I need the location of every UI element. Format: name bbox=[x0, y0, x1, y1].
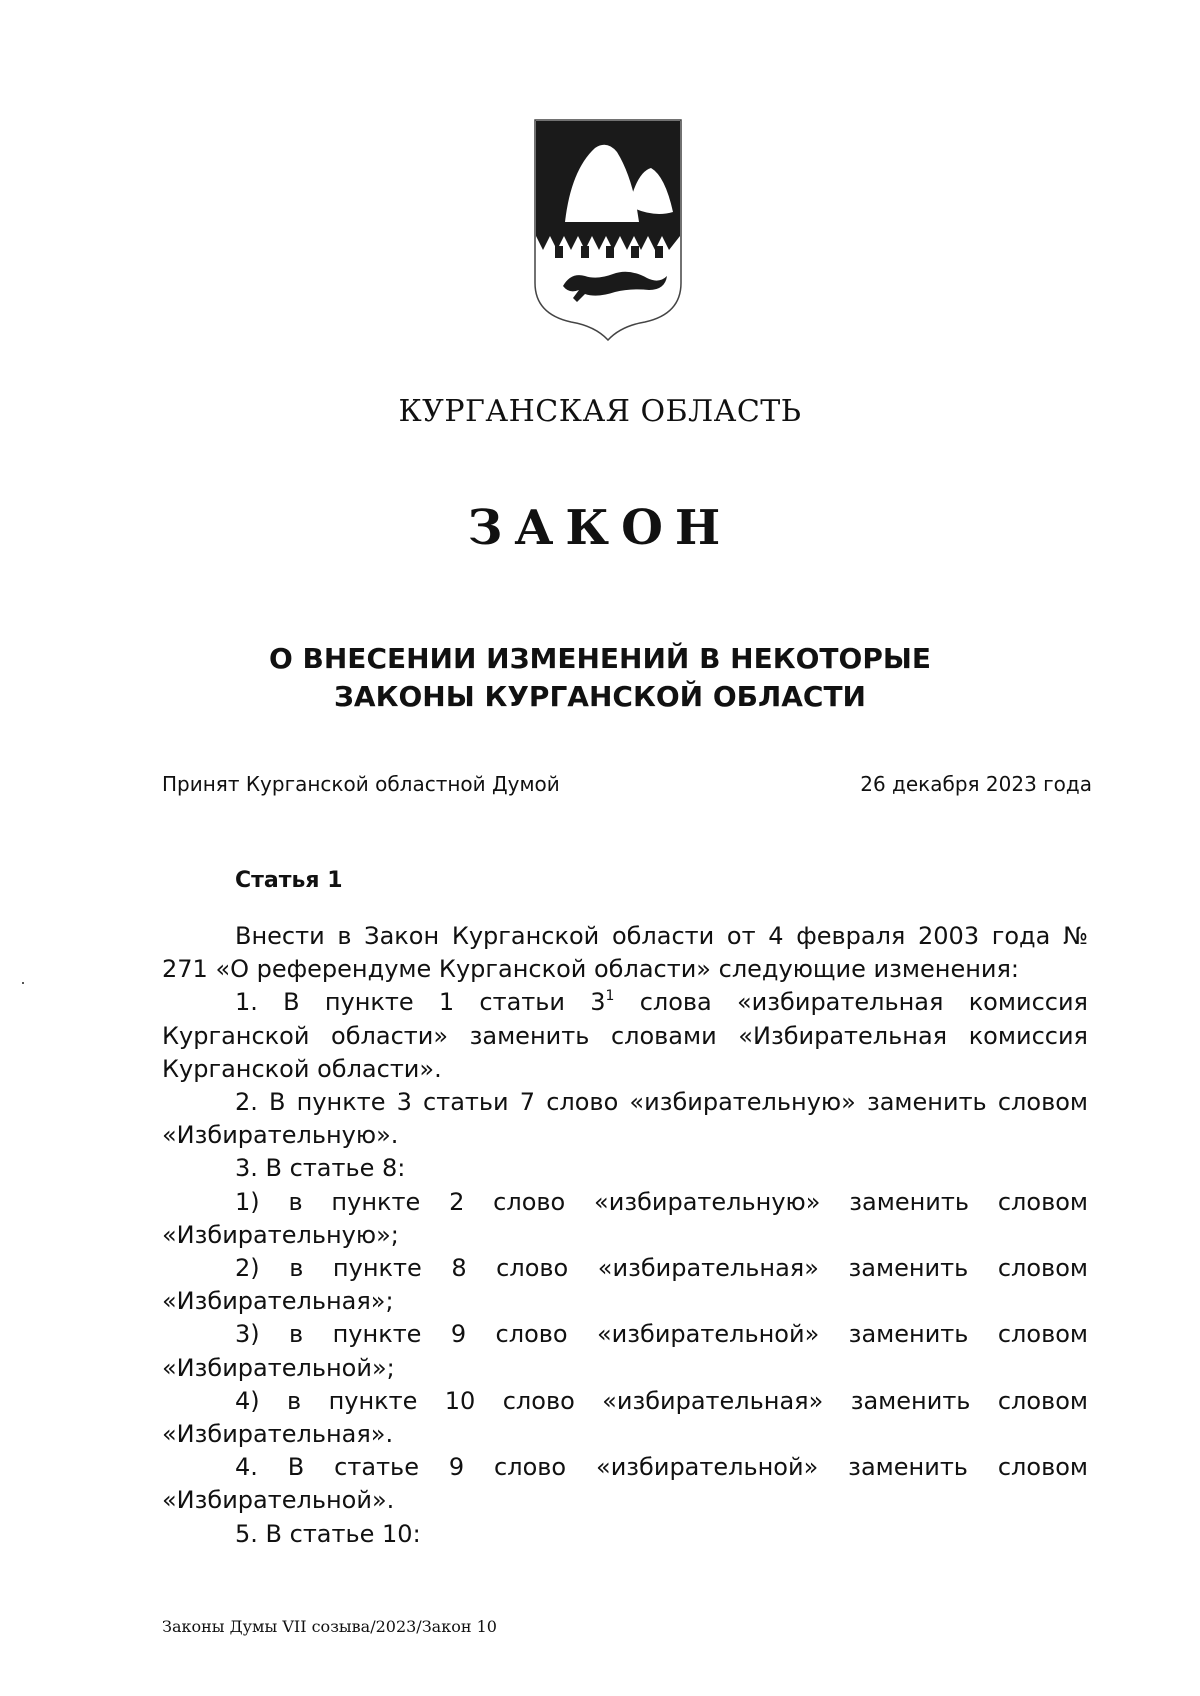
article-intro: Внести в Закон Курганской области от 4 февраля 2003 года № 271 «О референдуме Курганской области» следующие изменения: bbox=[162, 922, 1088, 984]
article-item-4: 4. В статье 9 слово «избирательной» заменить словом «Избирательной». bbox=[162, 1453, 1088, 1515]
region-name: КУРГАНСКАЯ ОБЛАСТЬ bbox=[398, 394, 802, 429]
article-item-1 bbox=[162, 986, 1088, 1086]
article-item-2: 2. В пункте 3 статьи 7 слово «избирательную» заменить словом «Избирательную». bbox=[162, 1088, 1088, 1150]
article-subitem-1: 1) в пункте 2 слово «избирательную» заменить словом «Избирательную»; bbox=[162, 1187, 1088, 1249]
article-heading: Статья 1 bbox=[235, 868, 343, 893]
law-title-line1: О ВНЕСЕНИИ ИЗМЕНЕНИЙ В НЕКОТОРЫЕ bbox=[268, 642, 931, 675]
law-title-line2: ЗАКОНЫ КУРГАНСКОЙ ОБЛАСТИ bbox=[334, 680, 866, 713]
law-title bbox=[0, 640, 1200, 716]
article-body bbox=[162, 920, 1088, 1551]
article-item-3: 3. В статье 8: bbox=[235, 1154, 406, 1183]
adopted-by: Принят Курганской областной Думой bbox=[162, 772, 560, 796]
footer-path: Законы Думы VII созыва/2023/Закон 10 bbox=[162, 1617, 497, 1636]
article-subitem-4: 4) в пункте 10 слово «избирательная» заменить словом «Избирательная». bbox=[162, 1386, 1088, 1449]
item1-superscript: 1 bbox=[605, 988, 615, 1005]
item1-text-a: 1. В пункте 1 статьи 3 bbox=[235, 988, 606, 1017]
document-type: ЗАКОН bbox=[467, 500, 733, 556]
article-subitem-2: 2) в пункте 8 слово «избирательная» заменить словом «Избирательная»; bbox=[162, 1254, 1088, 1316]
article-item-5: 5. В статье 10: bbox=[235, 1519, 421, 1548]
coat-of-arms-icon bbox=[533, 118, 683, 358]
article-subitem-3: 3) в пункте 9 слово «избирательной» заменить словом «Избирательной»; bbox=[162, 1320, 1088, 1382]
adoption-date: 26 декабря 2023 года bbox=[860, 772, 1092, 796]
scan-mark bbox=[22, 982, 24, 984]
item1-text-b: слова «избирательная комиссия Курганской области» заменить словами «Избирательная комиссия Курганской области». bbox=[162, 988, 1088, 1083]
